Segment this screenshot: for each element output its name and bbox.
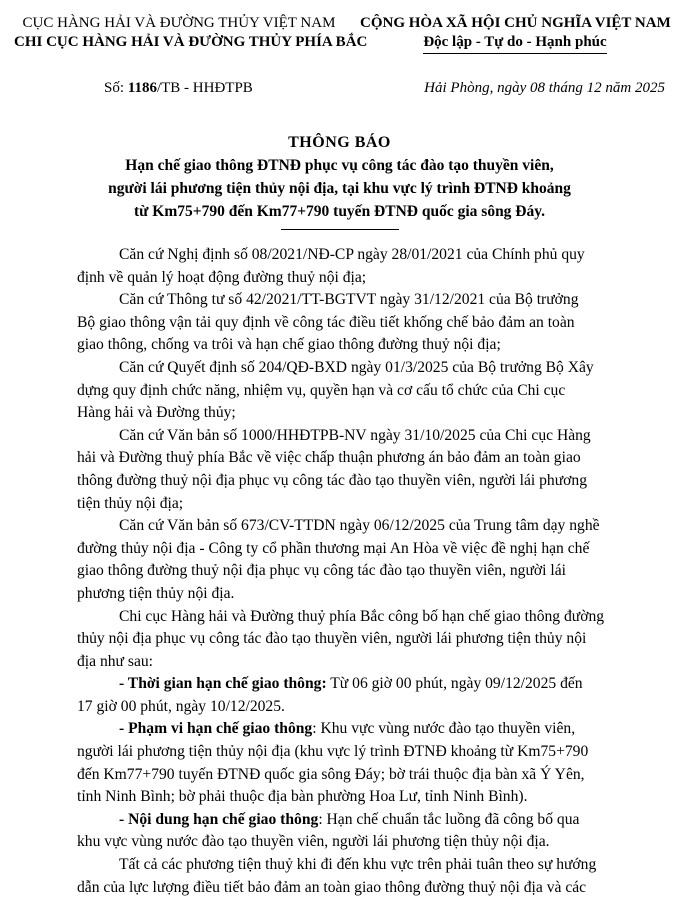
doc-number-prefix: Số: — [104, 80, 128, 96]
restriction-scope-label: - Phạm vi hạn chế giao thông — [119, 720, 313, 738]
national-header-block — [360, 14, 670, 54]
text-line — [77, 673, 659, 696]
text-line: thủy nội địa phục vụ công tác đào tạo thuyền viên, người lái phương tiện thủy nội — [77, 630, 587, 648]
item-restriction-time — [77, 673, 659, 718]
text-line: dẫn của lực lượng điều tiết bảo đảm an toàn giao thông đường thuỷ nội địa và các — [77, 878, 587, 896]
text-line: người lái phương tiện thủy nội địa (khu vực lý trình ĐTNĐ khoảng từ Km75+790 — [77, 743, 589, 761]
doc-number-suffix: /TB - HHĐTPB — [156, 80, 253, 96]
paragraph-announcement — [77, 606, 659, 674]
text-line: Căn cứ Thông tư số 42/2021/TT-BGTVT ngày 31/12/2021 của Bộ trưởng — [119, 291, 579, 309]
text-line: Căn cứ Văn bản số 673/CV-TTDN ngày 06/12/2025 của Trung tâm dạy nghề — [119, 517, 600, 535]
text-line: Hàng hải và Đường thủy; — [77, 404, 236, 422]
text-line: khu vực vùng nước đào tạo thuyền viên, người lái phương tiện thủy nội địa. — [77, 833, 550, 851]
paragraph-legal-basis-5 — [77, 515, 659, 605]
text-line: tỉnh Ninh Bình; bờ phải thuộc địa bàn phường Hoa Lư, tỉnh Ninh Bình). — [77, 788, 528, 806]
paragraph-compliance — [77, 854, 659, 899]
restriction-content-value: : Hạn chế chuẩn tắc luồng đã công bố qua — [318, 810, 580, 828]
document-subject — [40, 154, 639, 223]
text-line: phương tiện thủy nội địa. — [77, 584, 235, 602]
text-line: hải và Đường thuỷ phía Bắc về việc chấp thuận phương án bảo đảm an toàn giao — [77, 449, 581, 467]
document-type: THÔNG BÁO — [288, 134, 391, 151]
text-line: Chi cục Hàng hải và Đường thuỷ phía Bắc công bố hạn chế giao thông đường — [119, 607, 605, 625]
text-line: địa như sau: — [77, 652, 154, 670]
document-number — [104, 78, 253, 98]
document-body — [77, 244, 659, 899]
text-line: Căn cứ Nghị định số 08/2021/NĐ-CP ngày 28/01/2021 của Chính phủ quy — [119, 246, 585, 263]
subject-line: Hạn chế giao thông ĐTNĐ phục vụ công tác đào tạo thuyền viên, — [125, 157, 554, 174]
text-line: định về quản lý hoạt động đường thuỷ nội địa; — [77, 268, 367, 286]
text-line: 17 giờ 00 phút, ngày 10/12/2025. — [77, 697, 285, 715]
text-line — [77, 809, 659, 832]
restriction-time-value: Từ 06 giờ 00 phút, ngày 09/12/2025 đến — [326, 675, 583, 693]
text-line: đến Km77+790 tuyến ĐTNĐ quốc gia sông Đáy; bờ trái thuộc địa bàn xã Ý Yên, — [77, 765, 585, 783]
text-line — [77, 718, 659, 741]
text-line: giao thông, chống va trôi và hạn chế giao thông đường thuỷ nội địa; — [77, 336, 501, 354]
issuing-agency-name: CHI CỤC HÀNG HẢI VÀ ĐƯỜNG THỦY PHÍA BẮC — [14, 34, 368, 50]
subject-line: từ Km75+790 đến Km77+790 tuyến ĐTNĐ quốc gia sông Đáy. — [133, 203, 546, 220]
text-line: dựng quy định chức năng, nhiệm vụ, quyền hạn và cơ cấu tổ chức của Chi cục — [77, 381, 566, 399]
item-restriction-content — [77, 809, 659, 854]
nation-name: CỘNG HÒA XÃ HỘI CHỦ NGHĨA VIỆT NAM — [360, 15, 671, 31]
title-underline — [281, 229, 399, 230]
place-and-date: Hải Phòng, ngày 08 tháng 12 năm 2025 — [424, 80, 665, 96]
text-line: tiện thủy nội địa; — [77, 494, 184, 512]
doc-number-value: 1186 — [127, 80, 157, 96]
text-line: Căn cứ Văn bản số 1000/HHĐTPB-NV ngày 31/10/2025 của Chi cục Hàng — [119, 426, 591, 444]
subject-line: người lái phương tiện thủy nội địa, tại khu vực lý trình ĐTNĐ khoảng — [108, 180, 571, 197]
restriction-scope-value: : Khu vực vùng nước đào tạo thuyền viên, — [312, 720, 576, 738]
parent-agency-name: CỤC HÀNG HẢI VÀ ĐƯỜNG THỦY VIỆT NAM — [22, 15, 336, 31]
paragraph-legal-basis-2 — [77, 289, 659, 357]
paragraph-legal-basis-1 — [77, 244, 659, 289]
text-line: đường thủy nội địa - Công ty cổ phần thương mại An Hòa về việc đề nghị hạn chế — [77, 539, 590, 557]
text-line: thông đường thuỷ nội địa phục vụ công tác đào tạo thuyền viên, người lái phương — [77, 471, 588, 489]
item-restriction-scope — [77, 718, 659, 808]
text-line: giao thông đường thuỷ nội địa phục vụ công tác đào tạo thuyền viên, người lái — [77, 562, 566, 580]
restriction-time-label: - Thời gian hạn chế giao thông: — [119, 675, 327, 693]
title-block — [40, 132, 639, 223]
text-line: Bộ giao thông vận tải quy định về công tác điều tiết khống chế bảo đảm an toàn — [77, 313, 575, 331]
paragraph-legal-basis-4 — [77, 425, 659, 515]
national-motto: Độc lập - Tự do - Hạnh phúc — [423, 33, 606, 54]
text-line: Tất cả các phương tiện thuỷ khi đi đến khu vực trên phải tuân theo sự hướng — [119, 856, 597, 874]
issuing-agency-block — [14, 14, 368, 52]
paragraph-legal-basis-3 — [77, 357, 659, 425]
restriction-content-label: - Nội dung hạn chế giao thông — [119, 810, 319, 828]
text-line: Căn cứ Quyết định số 204/QĐ-BXD ngày 01/3/2025 của Bộ trưởng Bộ Xây — [119, 358, 594, 376]
